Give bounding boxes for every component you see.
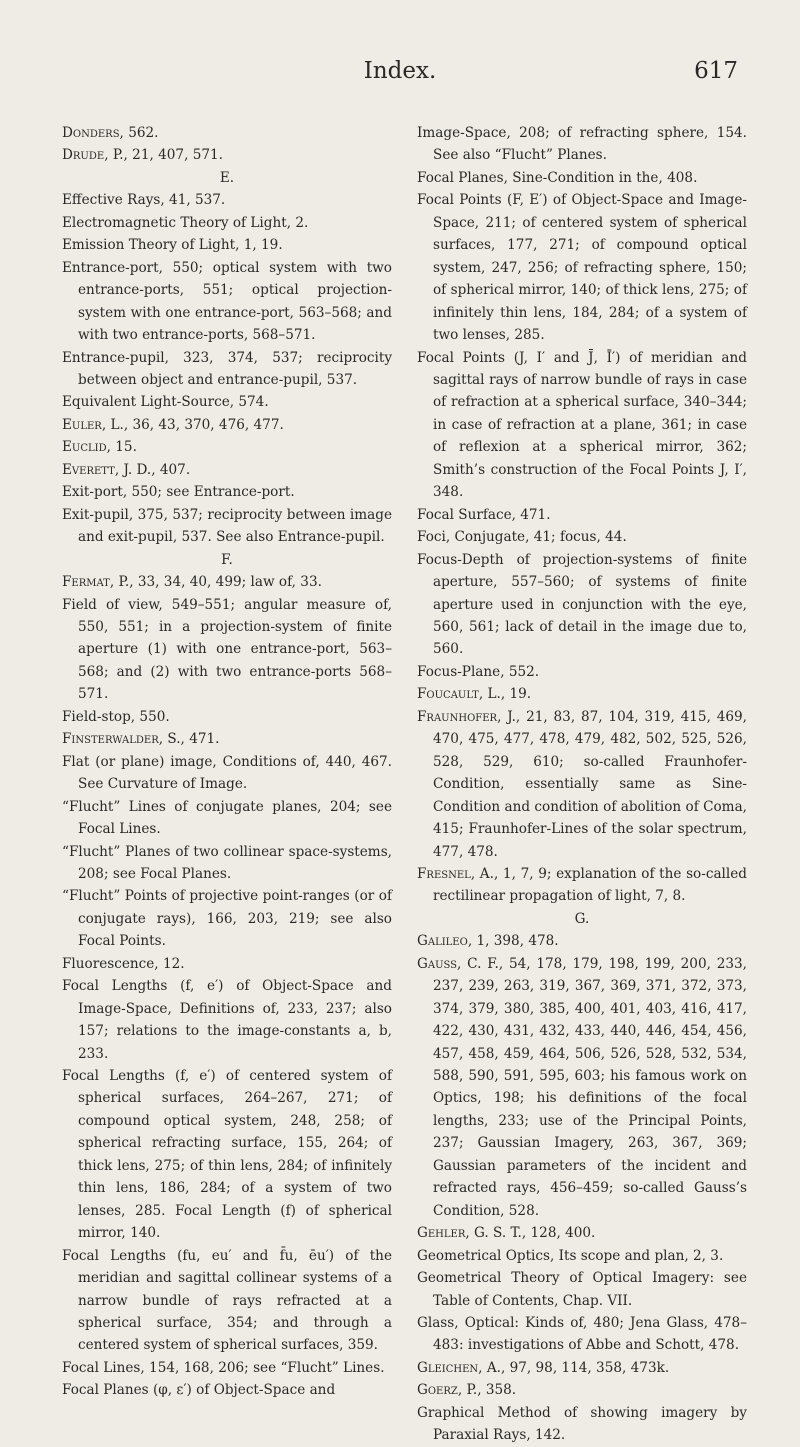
entry-text: Focal Lines, 154, 168, 206; see “Flucht” Lines. — [62, 1359, 385, 1376]
entry-text: Entrance-pupil, 323, 374, 537; reciprocity between object and entrance-pupil, 537. — [62, 349, 392, 388]
entry-text: , P., 21, 407, 571. — [104, 147, 223, 164]
entry-text: Focus-Plane, 552. — [417, 663, 540, 680]
index-entry — [62, 1245, 392, 1357]
index-entry — [62, 1357, 392, 1379]
entry-name: Gehler — [417, 1225, 466, 1242]
index-entry — [417, 953, 747, 1222]
index-entry — [62, 436, 392, 458]
entry-text: “Flucht” Planes of two collinear space-systems, 208; see Focal Planes. — [62, 843, 392, 882]
entry-name: Drude — [62, 147, 105, 164]
index-entry — [417, 863, 747, 908]
entry-text: Focal Points (F, E′) of Object-Space and Image-Space, 211; of centered system of spherical surfaces, 177, 271; of compound optical system, 247, 256; of refracting sphere, 150; of spherical mirror, 140; of thick lens, 275; of infinitely thin lens, 184, 284; of a system of two lenses, 285. — [417, 192, 747, 344]
index-entry — [62, 414, 392, 436]
section-letter: E. — [219, 169, 235, 186]
entry-text: Field of view, 549–551; angular measure of, 550, 551; in a projection-system of finite aperture (1) with one entrance-port, 563–568; and (2) with two entrance-ports 568–571. — [62, 596, 392, 703]
entry-text: Entrance-port, 550; optical system with two entrance-ports, 551; optical projection-system with one entrance-port, 563–568; and with two entrance-ports, 568–571. — [62, 259, 392, 344]
entry-text: Focal Points (J, I′ and J̄, Ī′) of meridian and sagittal rays of narrow bundle of rays in case of refraction at a spherical surface, 340–344; in case of refraction at a plane, 361; in case of reflexion at a spherical mirror, 362; Smith’s construction of the Focal Points J, I′, 348. — [417, 349, 747, 501]
index-entry — [62, 234, 392, 256]
entry-name: Goerz — [417, 1382, 458, 1399]
index-entry — [62, 257, 392, 347]
index-entry — [62, 571, 392, 593]
index-entry — [417, 1267, 747, 1312]
index-entry — [62, 122, 392, 144]
page-number: 617 — [694, 58, 738, 84]
index-column-left — [62, 122, 392, 1402]
index-entry — [417, 1357, 747, 1379]
index-entry — [62, 144, 392, 166]
section-letter: G. — [574, 910, 590, 927]
entry-text: Focal Lengths (fu, eu′ and f̄u, ēu′) of the meridian and sagittal collinear systems of a narrow bundle of rays refracted at a spherical surface, 354; and through a centered system of spherical surfaces, 359. — [62, 1247, 392, 1354]
entry-text: Equivalent Light-Source, 574. — [62, 394, 269, 411]
entry-text: , G. S. T., 128, 400. — [465, 1225, 596, 1242]
index-entry — [417, 1379, 747, 1401]
entry-text: Exit-pupil, 375, 537; reciprocity between image and exit-pupil, 537. See also Entrance-pupil. — [62, 506, 392, 546]
index-entry — [417, 504, 747, 526]
entry-text: , 562. — [119, 125, 159, 141]
index-entry — [417, 1402, 747, 1447]
index-entry — [417, 347, 747, 504]
index-entry — [62, 751, 392, 796]
index-entry — [62, 459, 392, 481]
entry-text: Focal Planes (φ, ε′) of Object-Space and — [62, 1382, 336, 1399]
index-entry — [62, 391, 392, 413]
entry-text: , S., 471. — [158, 731, 220, 748]
index-entry — [417, 683, 747, 705]
entry-name: Fermat — [62, 574, 110, 591]
index-column-right — [417, 122, 747, 1447]
entry-text: , J. D., 407. — [114, 461, 191, 478]
entry-text: Emission Theory of Light, 1, 19. — [62, 237, 283, 254]
entry-text: Graphical Method of showing imagery by Paraxial Rays, 142. — [417, 1404, 747, 1444]
entry-text: Geometrical Optics, Its scope and plan, 2, 3. — [417, 1247, 724, 1264]
entry-text: “Flucht” Points of projective point-ranges (or of conjugate rays), 166, 203, 219; see also Focal Points. — [62, 888, 392, 950]
entry-text: Focal Surface, 471. — [417, 506, 551, 523]
entry-text: Fluorescence, 12. — [62, 955, 185, 972]
entry-text: Focal Lengths (f, e′) of centered system of spherical surfaces, 264–267, 271; of compound optical system, 248, 258; of spherical refracting surface, 155, 264; of thick lens, 275; of thin lens, 284; of infinitely thin lens, 186, 284; of a system of two lenses, 285. Focal Length (f) of spherical mirror, 140. — [62, 1068, 392, 1242]
entry-text: Field-stop, 550. — [62, 708, 170, 725]
entry-name: Everett — [62, 461, 115, 478]
entry-text: , 15. — [106, 439, 137, 456]
entry-text: Image-Space, 208; of refracting sphere, 154. See also “Flucht” Planes. — [417, 125, 747, 164]
entry-text: , P., 33, 34, 40, 499; law of, 33. — [109, 574, 322, 591]
index-entry — [417, 189, 747, 346]
index-entry — [62, 706, 392, 728]
index-entry — [417, 1245, 747, 1267]
entry-text: , A., 1, 7, 9; explanation of the so-called rectilinear propagation of light, 7, 8. — [433, 865, 747, 905]
entry-name: Euclid — [62, 439, 107, 456]
index-entry — [62, 504, 392, 549]
index-entry — [417, 1312, 747, 1357]
entry-name: Finsterwalder — [62, 731, 159, 748]
index-entry — [417, 706, 747, 863]
entry-text: , C. F., 54, 178, 179, 198, 199, 200, 233, 237, 239, 263, 319, 367, 369, 371, 372, 373, 374, 379, 380, 385, 400, 401, 403, 416, 417, 422, 430, 431, 432, 433, 440, 446, 454, 456, 457, 458, 459, 464, 506, 526, 528, 532, 534, 588, 590, 591, 595, 603; his famous work on Optics, 198; his definitions of the focal lengths, 233; use of the Principal Points, 237; Gaussian Imagery, 263, 367, 369; Gaussian parameters of the incident and refracted rays, 456–459; so-called Gauss’s Condition, 528. — [433, 955, 747, 1219]
section-letter: F. — [221, 551, 233, 568]
index-entry — [62, 885, 392, 952]
entry-text: , 1, 398, 478. — [467, 933, 559, 950]
index-entry — [417, 1222, 747, 1244]
entry-name: Donders — [62, 125, 120, 141]
page-title: Index. — [363, 58, 437, 84]
index-entry — [62, 953, 392, 975]
page-header — [62, 58, 738, 94]
entry-text: , J., 21, 83, 87, 104, 319, 415, 469, 470, 475, 477, 478, 479, 482, 502, 525, 526, 528, 529, 610; so-called Fraunhofer-Condition, essentially same as Sine-Condition and condition of abolition of Coma, 415; Fraunhofer-Lines of the solar spectrum, 477, 478. — [433, 708, 747, 860]
index-entry — [417, 122, 747, 167]
entry-text: Flat (or plane) image, Conditions of, 440, 467. See Curvature of Image. — [62, 753, 392, 793]
entry-text: , A., 97, 98, 114, 358, 473k. — [478, 1359, 670, 1376]
index-entry — [417, 167, 747, 189]
entry-text: , P., 358. — [457, 1382, 517, 1399]
index-entry — [62, 481, 392, 503]
index-entry — [62, 1065, 392, 1245]
entry-name: Euler — [62, 416, 102, 433]
entry-name: Galileo — [417, 933, 468, 950]
entry-text: , L., 19. — [478, 686, 532, 703]
entry-name: Fresnel — [417, 865, 471, 882]
entry-text: Electromagnetic Theory of Light, 2. — [62, 214, 309, 231]
entry-name: Foucault — [417, 686, 479, 703]
index-entry — [62, 594, 392, 706]
index-entry — [417, 549, 747, 661]
index-entry — [417, 526, 747, 548]
entry-text: Effective Rays, 41, 537. — [62, 192, 226, 209]
index-entry — [62, 975, 392, 1065]
entry-name: Gleichen — [417, 1359, 479, 1376]
entry-text: “Flucht” Lines of conjugate planes, 204; see Focal Lines. — [62, 798, 392, 838]
index-entry — [62, 1379, 392, 1401]
index-entry — [62, 212, 392, 234]
index-entry — [62, 189, 392, 211]
entry-text: , L., 36, 43, 370, 476, 477. — [101, 416, 284, 433]
entry-text: Glass, Optical: Kinds of, 480; Jena Glass, 478–483: investigations of Abbe and Schott, 478. — [417, 1315, 747, 1354]
index-entry — [62, 841, 392, 886]
entry-text: Geometrical Theory of Optical Imagery: see Table of Contents, Chap. VII. — [417, 1270, 747, 1309]
entry-text: Focal Planes, Sine-Condition in the, 408. — [417, 169, 698, 186]
entry-name: Gauss — [417, 955, 458, 972]
entry-text: Focal Lengths (f, e′) of Object-Space and Image-Space, Definitions of, 233, 237; also 157; relations to the image-constants a, b, 233. — [62, 978, 392, 1062]
entry-text: Foci, Conjugate, 41; focus, 44. — [417, 529, 627, 546]
entry-name: Fraunhofer — [417, 708, 498, 725]
index-entry — [62, 347, 392, 392]
index-entry — [417, 930, 747, 952]
entry-text: Focus-Depth of projection-systems of finite aperture, 557–560; of systems of finite aperture used in conjunction with the eye, 560, 561; lack of detail in the image due to, 560. — [417, 551, 747, 658]
entry-text: Exit-port, 550; see Entrance-port. — [62, 484, 295, 501]
index-entry — [62, 796, 392, 841]
index-entry — [62, 728, 392, 750]
index-entry — [417, 661, 747, 683]
